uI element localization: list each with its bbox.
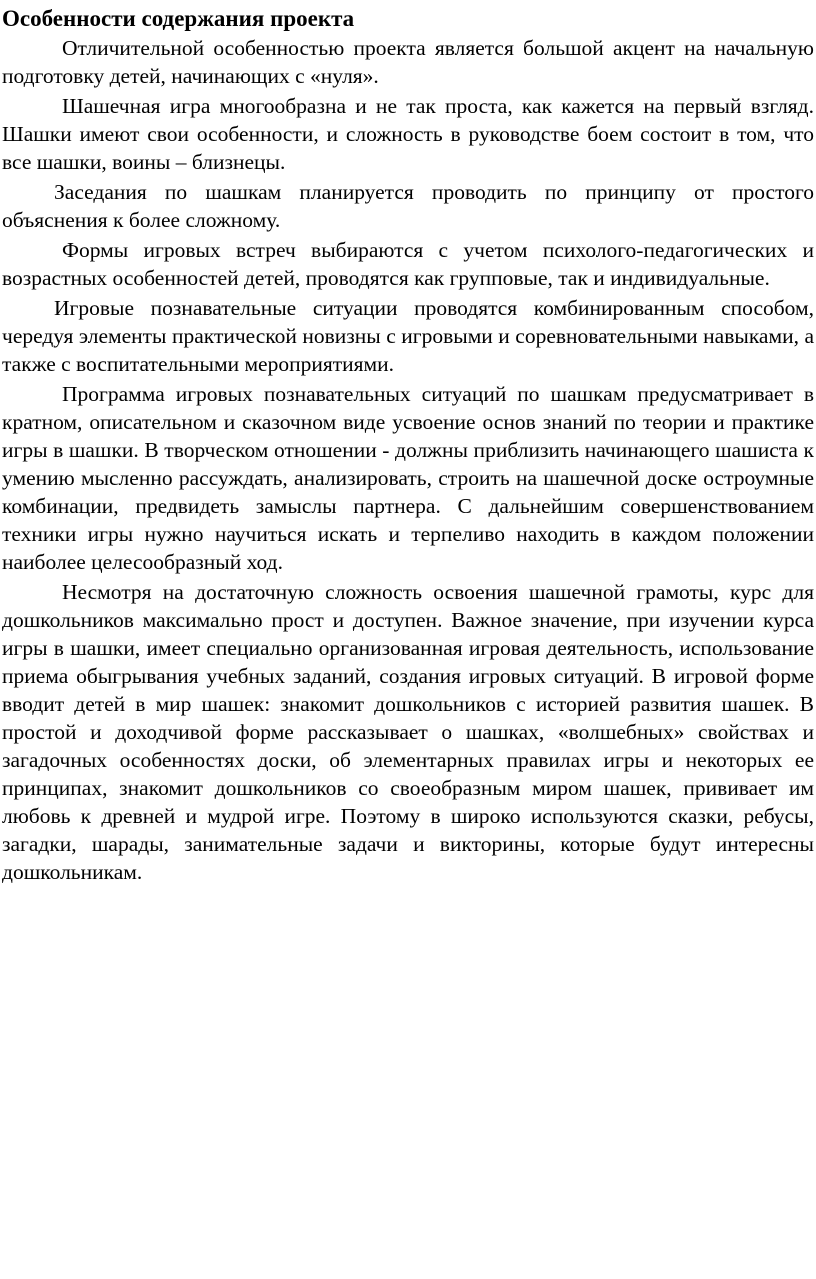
document-title: Особенности содержания проекта (2, 6, 355, 31)
paragraph-course-preschool: Несмотря на достаточную сложность освоения шашечной грамоты, курс для дошкольников максимально прост и доступен. Важное значение, при изучении курса игры в шашки, имеет специально организованная игровая деятельность, использование приема обыгрывания учебных заданий, создания игровых ситуаций. В игровой форме вводит детей в мир шашек: знакомит дошкольников с историей развития шашек. В простой и доходчивой форме рассказывает о шашках, «волшебных» свойствах и загадочных особенностях доски, об элементарных правилах игры и некоторых ее принципах, знакомит дошкольников со своеобразным миром шашек, прививает им любовь к древней и мудрой игре. Поэтому в широко используются сказки, ребусы, загадки, шарады, занимательные задачи и викторины, которые будут интересны дошкольникам. (2, 580, 814, 884)
paragraph-checkers-game: Шашечная игра многообразна и не так проста, как кажется на первый взгляд. Шашки имеют свои особенности, и сложность в руководстве боем состоит в том, что все шашки, воины – близнецы. (2, 94, 814, 174)
paragraph-game-situations: Игровые познавательные ситуации проводятся комбинированным способом, чередуя элементы практической новизны с игровыми и соревновательными навыками, а также с воспитательными мероприятиями. (2, 296, 814, 376)
paragraph-program: Программа игровых познавательных ситуаций по шашкам предусматривает в кратном, описательном и сказочном виде усвоение основ знаний по теории и практике игры в шашки. В творческом отношении - должны приблизить начинающего шашиста к умению мысленно рассуждать, анализировать, строить на шашечной доске остроумные комбинации, предвидеть замыслы партнера. С дальнейшим совершенствованием техники игры нужно научиться искать и терпеливо находить в каждом положении наиболее целесообразный ход. (2, 382, 814, 574)
paragraph-meeting-forms: Формы игровых встреч выбираются с учетом психолого-педагогических и возрастных особенностей детей, проводятся как групповые, так и индивидуальные. (2, 238, 814, 290)
paragraph-sessions-principle: Заседания по шашкам планируется проводить по принципу от простого объяснения к более сложному. (2, 180, 814, 232)
paragraph-project-feature: Отличительной особенностью проекта является большой акцент на начальную подготовку детей, начинающих с «нуля». (2, 36, 814, 88)
